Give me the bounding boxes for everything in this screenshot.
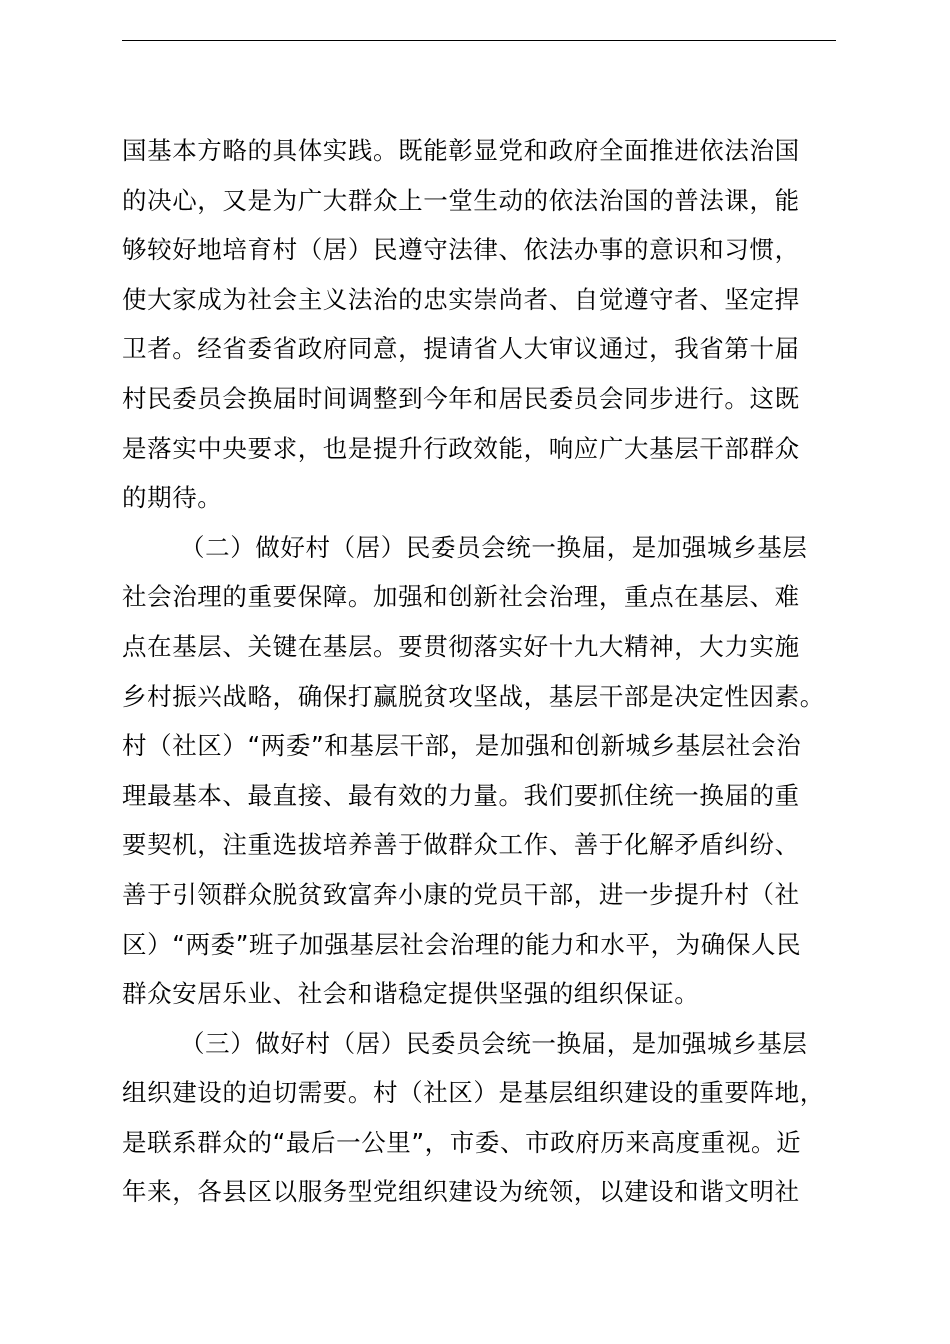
text-line: 够较好地培育村（居）民遵守法律、依法办事的意识和习惯， bbox=[122, 235, 800, 265]
text-line: 使大家成为社会主义法治的忠实崇尚者、自觉遵守者、坚定捍 bbox=[122, 284, 800, 314]
text-line: 群众安居乐业、社会和谐稳定提供坚强的组织保证。 bbox=[122, 979, 700, 1009]
text-line: 要契机，注重选拔培养善于做群众工作、善于化解矛盾纠纷、 bbox=[122, 830, 800, 860]
text-line: 社会治理的重要保障。加强和创新社会治理，重点在基层、难 bbox=[122, 582, 800, 612]
text-line: 的期待。 bbox=[122, 483, 223, 513]
text-line: 的决心，又是为广大群众上一堂生动的依法治国的普法课，能 bbox=[122, 185, 800, 215]
text-line: 区）“两委”班子加强基层社会治理的能力和水平，为确保人民 bbox=[122, 929, 802, 959]
text-line: 是联系群众的“最后一公里”，市委、市政府历来高度重视。近 bbox=[122, 1127, 802, 1157]
text-line: 是落实中央要求，也是提升行政效能，响应广大基层干部群众 bbox=[122, 433, 800, 463]
text-line: 卫者。经省委省政府同意，提请省人大审议通过，我省第十届 bbox=[122, 334, 800, 364]
text-line: 善于引领群众脱贫致富奔小康的党员干部，进一步提升村（社 bbox=[122, 879, 800, 909]
document-body bbox=[122, 126, 836, 1217]
text-line: 点在基层、关键在基层。要贯彻落实好十九大精神，大力实施 bbox=[122, 631, 800, 661]
text-line: 组织建设的迫切需要。村（社区）是基层组织建设的重要阵地， bbox=[122, 1078, 825, 1108]
section-heading-line: （二）做好村（居）民委员会统一换届，是加强城乡基层 bbox=[180, 532, 808, 562]
text-line: 村（社区）“两委”和基层干部，是加强和创新城乡基层社会治 bbox=[122, 731, 802, 761]
text-line: 理最基本、最直接、最有效的力量。我们要抓住统一换届的重 bbox=[122, 780, 800, 810]
section-heading-line: （三）做好村（居）民委员会统一换届，是加强城乡基层 bbox=[180, 1028, 808, 1058]
text-line: 年来，各县区以服务型党组织建设为统领，以建设和谐文明社 bbox=[122, 1177, 800, 1207]
header-rule bbox=[122, 40, 836, 41]
text-line: 国基本方略的具体实践。既能彰显党和政府全面推进依法治国 bbox=[122, 136, 800, 165]
text-line: 乡村振兴战略，确保打赢脱贫攻坚战，基层干部是决定性因素。 bbox=[122, 681, 825, 711]
text-line: 村民委员会换届时间调整到今年和居民委员会同步进行。这既 bbox=[122, 383, 800, 413]
